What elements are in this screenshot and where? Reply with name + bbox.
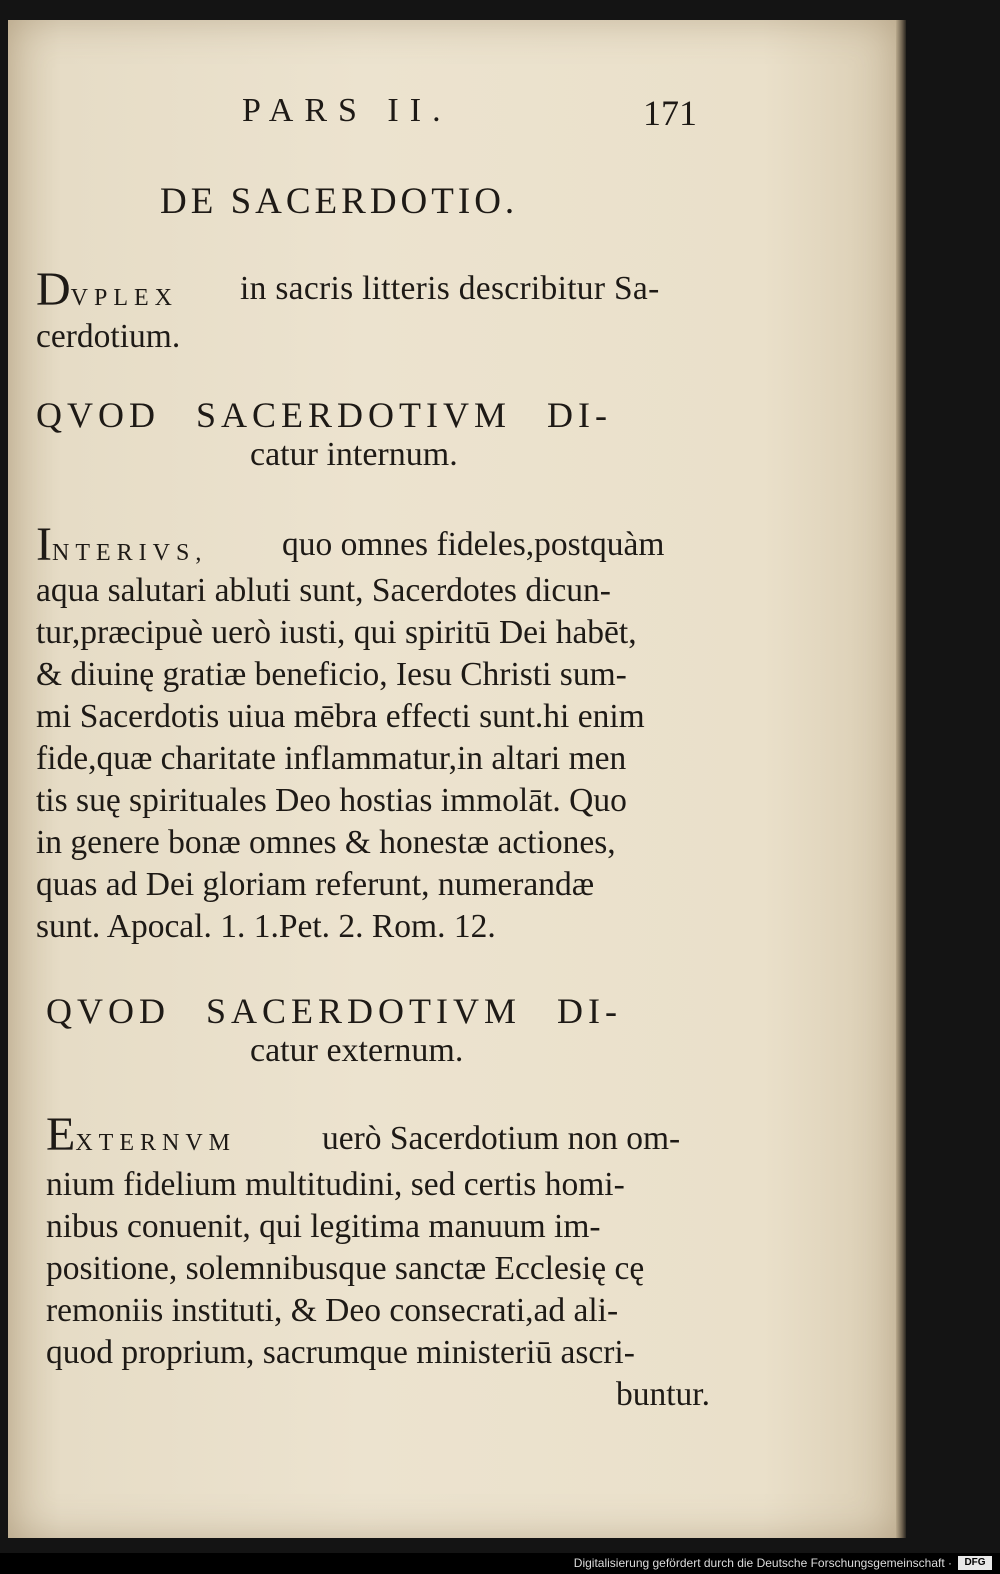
running-head: PARS II. [242,92,452,129]
drop-initial: E [46,1108,76,1161]
text-line: tis suę spirituales Deo hostias immolāt. Quo [36,782,627,819]
dfg-logo: DFG [958,1556,992,1570]
small-caps-word: XTERNVM [75,1130,236,1156]
heading-line: QVOD SACERDOTIVM DI- [36,395,612,435]
text-line: aqua salutari abluti sunt, Sacerdotes dicun- [36,572,611,609]
page-edge-shadow [896,20,906,1538]
heading-subline: catur externum. [250,1032,464,1069]
funding-notice: Digitalisierung gefördert durch die Deutsche Forschungsgemeinschaft · [573,1556,952,1570]
text-line: positione, solemnibusque sanctæ Ecclesię cę [46,1250,645,1287]
text-line: buntur. [616,1376,710,1413]
small-caps-word: VPLEX [70,285,179,311]
text-line: nium fidelium multitudini, sed certis homi- [46,1166,625,1203]
text-line: fide,quæ charitate inflammatur,in altari men [36,740,627,777]
text-line: quo omnes fideles,postquàm [282,526,665,563]
text-line: mi Sacerdotis uiua mēbra effecti sunt.hi enim [36,698,645,735]
text-line: quod proprium, sacrumque ministeriū ascri- [46,1334,635,1371]
text-line: in genere bonæ omnes & honestæ actiones, [36,824,616,861]
text-line: tur,præcipuè uerò iusti, qui spiritū Dei habēt, [36,614,637,651]
chapter-title: DE SACERDOTIO. [160,181,519,222]
text-line: uerò Sacerdotium non om- [322,1120,681,1157]
page-number: 171 [643,93,697,133]
heading-subline: catur internum. [250,436,458,473]
drop-initial: I [36,518,52,571]
text-line: remoniis instituti, & Deo consecrati,ad ali- [46,1292,619,1329]
text-line: in sacris litteris describitur Sa- [240,270,660,307]
heading-line: QVOD SACERDOTIVM DI- [46,991,622,1031]
text-line: cerdotium. [36,318,181,355]
text-line: quas ad Dei gloriam referunt, numerandæ [36,866,595,903]
drop-initial: D [36,263,71,316]
small-caps-word: NTERIVS, [51,540,208,566]
text-line: & diuinę gratiæ beneficio, Iesu Christi sum- [36,656,627,693]
text-line: sunt. Apocal. 1. 1.Pet. 2. Rom. 12. [36,908,496,945]
text-line: nibus conuenit, qui legitima manuum im- [46,1208,601,1245]
